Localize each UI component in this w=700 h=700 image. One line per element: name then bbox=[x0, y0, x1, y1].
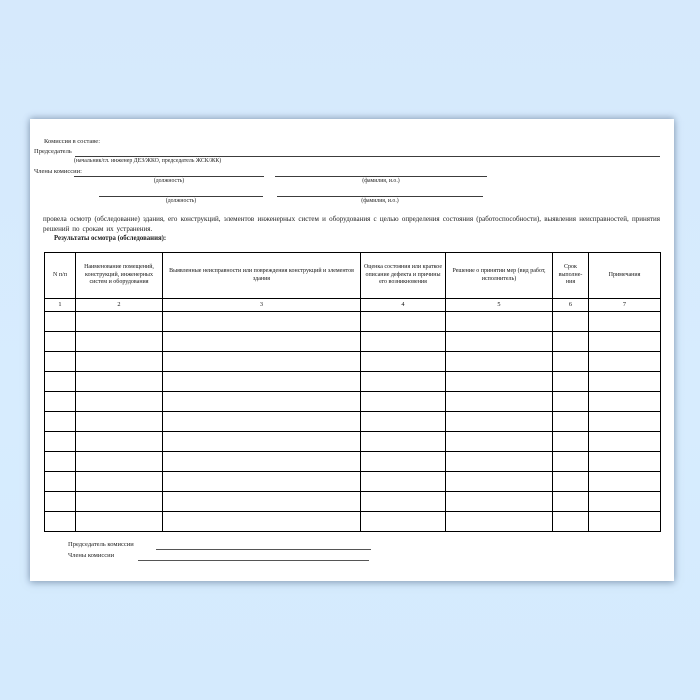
table-cell bbox=[361, 332, 446, 352]
table-row bbox=[45, 332, 661, 352]
table-cell bbox=[553, 392, 589, 412]
table-cell bbox=[76, 392, 163, 412]
table-cell bbox=[45, 412, 76, 432]
column-header: Примечания bbox=[589, 253, 661, 299]
results-table bbox=[44, 252, 661, 532]
table-cell bbox=[76, 352, 163, 372]
table-cell bbox=[163, 392, 361, 412]
table-cell bbox=[76, 472, 163, 492]
table-cell bbox=[446, 412, 553, 432]
column-header: Оценка состояния или краткое описание дефекта и причины его возникновения bbox=[361, 253, 446, 299]
signature-block bbox=[68, 539, 660, 561]
table-cell bbox=[446, 352, 553, 372]
table-cell bbox=[589, 452, 661, 472]
signature-chairman-row bbox=[68, 539, 660, 550]
table-cell bbox=[163, 312, 361, 332]
table-cell bbox=[589, 472, 661, 492]
table-cell bbox=[76, 312, 163, 332]
table-cell bbox=[361, 472, 446, 492]
table-row bbox=[45, 372, 661, 392]
table-cell bbox=[361, 392, 446, 412]
position-hint: (должность) bbox=[153, 178, 185, 184]
column-header: Срок выполне- ния bbox=[553, 253, 589, 299]
signature-chairman-line bbox=[156, 541, 371, 550]
table-cell bbox=[553, 372, 589, 392]
members-label: Члены комиссии: bbox=[34, 168, 82, 175]
name-line-2 bbox=[277, 188, 483, 197]
table-row bbox=[45, 452, 661, 472]
table-cell bbox=[446, 512, 553, 532]
table-cell bbox=[361, 312, 446, 332]
document-page bbox=[30, 119, 674, 581]
table-cell bbox=[163, 432, 361, 452]
signature-chairman-label: Председатель комиссии bbox=[68, 541, 134, 548]
table-cell bbox=[361, 512, 446, 532]
table-cell bbox=[446, 312, 553, 332]
table-cell bbox=[361, 452, 446, 472]
members-hints-1 bbox=[34, 177, 660, 186]
table-cell bbox=[446, 472, 553, 492]
table-row bbox=[45, 352, 661, 372]
table-cell bbox=[76, 492, 163, 512]
column-header: Наименование помещений, конструкций, инженерных систем и оборудования bbox=[76, 253, 163, 299]
signature-members-line bbox=[138, 552, 369, 561]
table-header-row bbox=[45, 253, 661, 299]
results-table-body bbox=[45, 253, 661, 532]
chairman-hint: (начальник/гл. инженер ДЕЗ/ЖКО, председатель ЖСК/ЖК) bbox=[74, 158, 222, 164]
chairman-row bbox=[34, 147, 660, 157]
table-cell bbox=[163, 492, 361, 512]
table-cell bbox=[163, 372, 361, 392]
column-number: 3 bbox=[163, 299, 361, 312]
table-cell bbox=[45, 492, 76, 512]
table-cell bbox=[76, 372, 163, 392]
column-number-row bbox=[45, 299, 661, 312]
column-number: 4 bbox=[361, 299, 446, 312]
table-cell bbox=[45, 372, 76, 392]
table-cell bbox=[76, 332, 163, 352]
table-cell bbox=[589, 412, 661, 432]
table-cell bbox=[361, 432, 446, 452]
table-cell bbox=[361, 372, 446, 392]
table-cell bbox=[361, 412, 446, 432]
table-cell bbox=[553, 332, 589, 352]
table-cell bbox=[76, 412, 163, 432]
table-cell bbox=[361, 352, 446, 372]
members-row-1 bbox=[34, 167, 660, 177]
table-cell bbox=[45, 352, 76, 372]
table-row bbox=[45, 432, 661, 452]
table-cell bbox=[163, 332, 361, 352]
table-cell bbox=[589, 392, 661, 412]
table-cell bbox=[553, 452, 589, 472]
table-cell bbox=[45, 512, 76, 532]
members-hints-2 bbox=[34, 197, 660, 206]
results-heading: Результаты осмотра (обследования): bbox=[54, 235, 167, 242]
name-hint: (фамилия, и.о.) bbox=[362, 178, 400, 184]
table-cell bbox=[553, 492, 589, 512]
column-number: 5 bbox=[446, 299, 553, 312]
table-cell bbox=[45, 452, 76, 472]
table-cell bbox=[446, 332, 553, 352]
table-cell bbox=[45, 312, 76, 332]
table-row bbox=[45, 492, 661, 512]
position-line-2 bbox=[99, 188, 263, 197]
table-cell bbox=[163, 412, 361, 432]
column-number: 2 bbox=[76, 299, 163, 312]
table-cell bbox=[589, 512, 661, 532]
table-cell bbox=[589, 432, 661, 452]
column-header: Решение о принятии мер (вид работ, исполнитель) bbox=[446, 253, 553, 299]
position-hint: (должность) bbox=[165, 198, 197, 204]
table-cell bbox=[446, 392, 553, 412]
table-cell bbox=[163, 472, 361, 492]
column-header: N п/п bbox=[45, 253, 76, 299]
signature-members-label: Члены комиссии bbox=[68, 552, 115, 559]
table-cell bbox=[446, 492, 553, 512]
table-row bbox=[45, 472, 661, 492]
table-cell bbox=[553, 312, 589, 332]
chairman-fill-line bbox=[75, 148, 660, 157]
column-number: 1 bbox=[45, 299, 76, 312]
table-cell bbox=[76, 432, 163, 452]
table-cell bbox=[45, 432, 76, 452]
table-row bbox=[45, 512, 661, 532]
table-cell bbox=[76, 452, 163, 472]
signature-members-row bbox=[68, 550, 660, 561]
table-cell bbox=[553, 512, 589, 532]
chairman-label: Председатель bbox=[34, 148, 72, 155]
inspection-paragraph: провела осмотр (обследование) здания, его конструкций, элементов инженерных систем и оборудования с целью определения состояния (работоспособности), выявления неисправностей, принятия решений по срокам их устранения. bbox=[43, 215, 660, 233]
table-cell bbox=[446, 432, 553, 452]
name-line-1 bbox=[275, 168, 487, 177]
table-cell bbox=[45, 472, 76, 492]
table-cell bbox=[589, 312, 661, 332]
table-row bbox=[45, 392, 661, 412]
column-number: 6 bbox=[553, 299, 589, 312]
table-cell bbox=[446, 452, 553, 472]
table-cell bbox=[589, 332, 661, 352]
column-header: Выявленные неисправности или повреждения конструкций и элементов здания bbox=[163, 253, 361, 299]
commission-title: Комиссия в составе: bbox=[44, 138, 100, 145]
table-cell bbox=[553, 432, 589, 452]
table-row bbox=[45, 312, 661, 332]
members-row-2 bbox=[34, 187, 660, 197]
table-row bbox=[45, 412, 661, 432]
table-cell bbox=[589, 492, 661, 512]
table-cell bbox=[45, 332, 76, 352]
table-cell bbox=[76, 512, 163, 532]
name-hint: (фамилия, и.о.) bbox=[361, 198, 399, 204]
table-cell bbox=[446, 372, 553, 392]
table-cell bbox=[45, 392, 76, 412]
table-cell bbox=[589, 352, 661, 372]
table-cell bbox=[361, 492, 446, 512]
table-cell bbox=[589, 372, 661, 392]
table-cell bbox=[553, 412, 589, 432]
table-cell bbox=[163, 352, 361, 372]
column-number: 7 bbox=[589, 299, 661, 312]
table-cell bbox=[553, 472, 589, 492]
position-line-1 bbox=[74, 168, 264, 177]
table-cell bbox=[163, 512, 361, 532]
table-cell bbox=[163, 452, 361, 472]
table-cell bbox=[553, 352, 589, 372]
